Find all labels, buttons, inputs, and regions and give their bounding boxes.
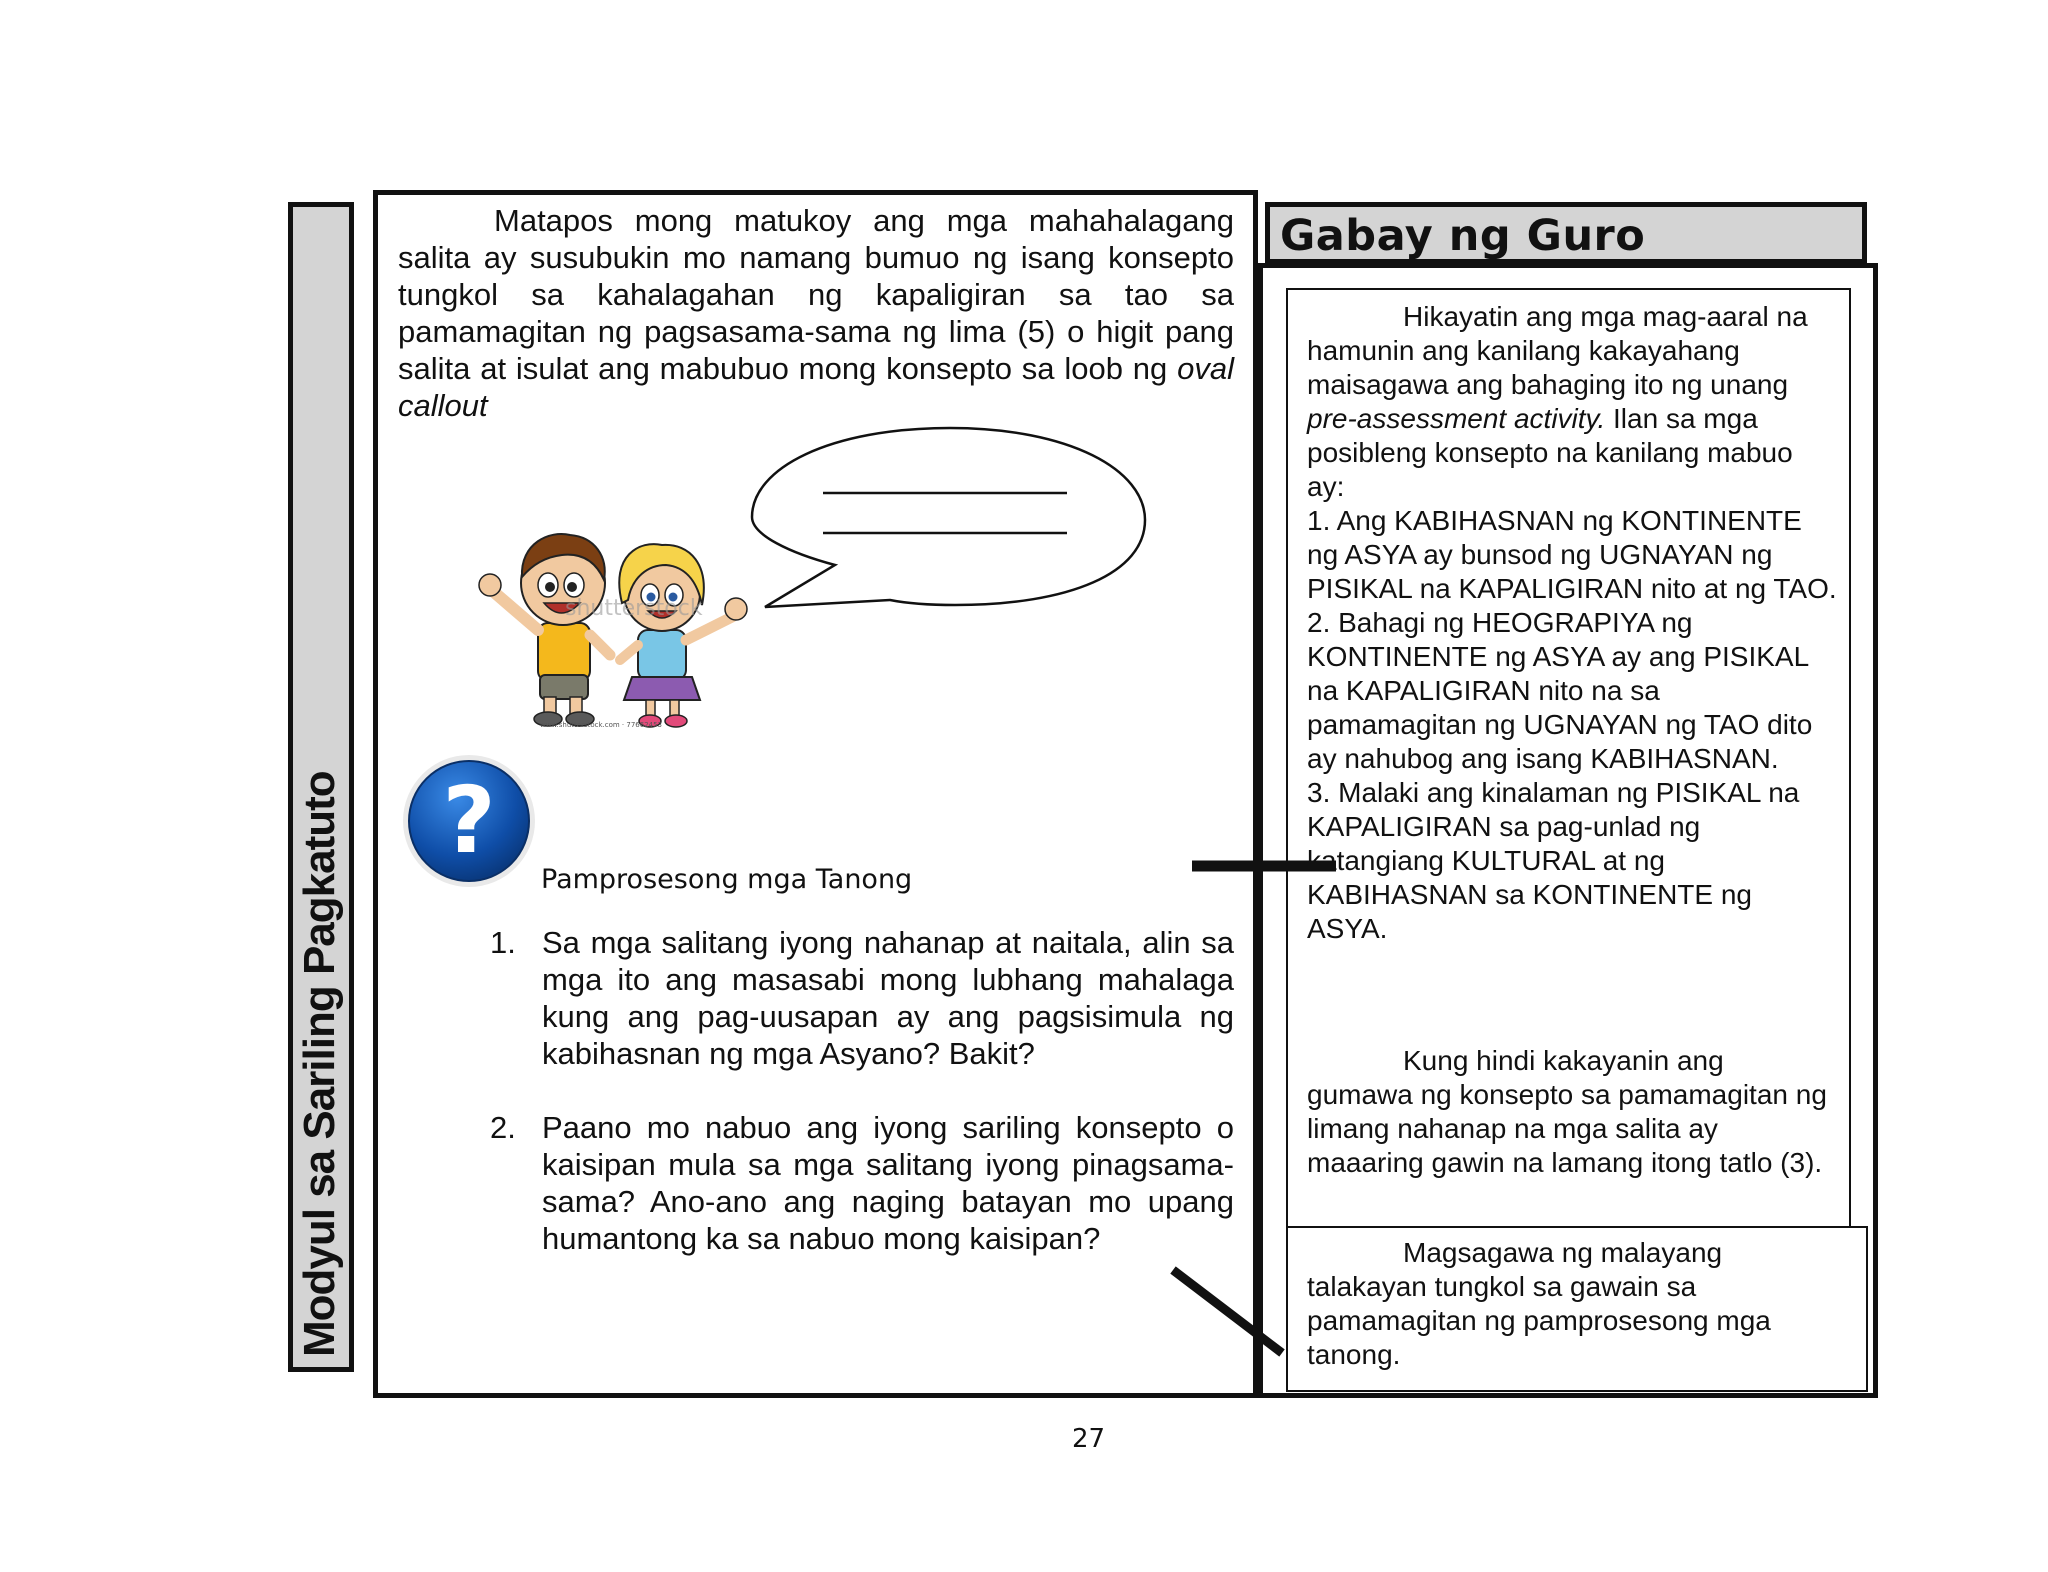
processing-questions-list (490, 924, 1234, 1257)
question-item (490, 1109, 1234, 1257)
question-number: 2. (490, 1110, 516, 1145)
guide-intro-paragraph: Hikayatin ang mga mag-aaral na hamunin ang kanilang kakayahang maisagawa ang bahaging ito ng unang pre-assessment activity. Ilan sa mga posibleng konsepto na kanilang mabuo ay: (1307, 301, 1808, 502)
boy-figure (479, 534, 610, 726)
question-text: Sa mga salitang iyong nahanap at naitala, alin sa mga ito ang masasabi mong lubhang mahalaga kung ang pag-uusapan ay ang pagsisimula ng kabihasnan ng mga Asyano? Bakit? (542, 925, 1234, 1071)
page-number: 27 (1072, 1424, 1106, 1454)
watermark-text: shutterstock (565, 596, 703, 621)
teacher-guide-header (1265, 202, 1867, 264)
concept-item: 1. Ang KABIHASNAN ng KONTINENTE ng ASYA ay bunsod ng UGNAYAN ng PISIKAL na KAPALIGIRAN nito at ng TAO. (1307, 505, 1837, 604)
spine-title: Modyul sa Sariling Pagkatuto (295, 771, 344, 1357)
question-mark-icon (400, 752, 538, 890)
intro-lead-text: Matapos mong matukoy ang mga mahahalagang salita ay susubukin mo namang bumuo ng isang konsepto tungkol sa kahalagahan ng kapaligiran sa tao sa pamamagitan ng pagsasama-sama ng lima (5) o higit pang salita at isulat ang mabubuo mong konsepto sa loob ng (398, 203, 1234, 386)
concept-item: 3. Malaki ang kinalaman ng PISIKAL na KAPALIGIRAN sa pag-unlad ng katangiang KULTURAL at ng KABIHASNAN sa KONTINENTE ng ASYA. (1307, 777, 1800, 944)
guide-pre-assessment-text (1307, 300, 1837, 946)
kids-illustration (470, 505, 760, 730)
guide-alternative-paragraph: Kung hindi kakayanin ang gumawa ng konsepto sa pamamagitan ng limang nahanap na mga salita ay maaaring gawin na lamang itong tatlo (3). (1307, 1045, 1827, 1178)
concept-item: 2. Bahagi ng HEOGRAPIYA ng KONTINENTE ng ASYA ay ang PISIKAL na KAPALIGIRAN nito na sa pamamagitan ng UGNAYAN ng TAO dito ay nahubog ang isang KABIHASNAN. (1307, 607, 1813, 774)
oval-callout (740, 425, 1160, 625)
svg-text:?: ? (442, 767, 496, 874)
guide-discussion-paragraph: Magsagawa ng malayang talakayan tungkol sa gawain sa pamamagitan ng pamprosesong mga tanong. (1307, 1237, 1771, 1370)
question-item (490, 924, 1234, 1072)
watermark-caption: www.shutterstock.com · 77662453 (540, 721, 663, 729)
questions-heading: Pamprosesong mga Tanong (541, 864, 913, 895)
concept-examples-list (1307, 504, 1837, 946)
girl-figure (619, 544, 747, 727)
question-text: Paano mo nabuo ang iyong sariling konsepto o kaisipan mula sa mga salitang iyong pinagsama-sama? Ano-ano ang naging batayan mo upang humantong ka sa nabuo mong kaisipan? (542, 1110, 1234, 1256)
intro-paragraph (398, 202, 1234, 424)
intro-emphasis: oval callout (398, 351, 1234, 423)
question-number: 1. (490, 925, 516, 960)
module-spine (288, 202, 354, 1372)
teacher-guide-title: Gabay ng Guro (1280, 211, 1646, 261)
